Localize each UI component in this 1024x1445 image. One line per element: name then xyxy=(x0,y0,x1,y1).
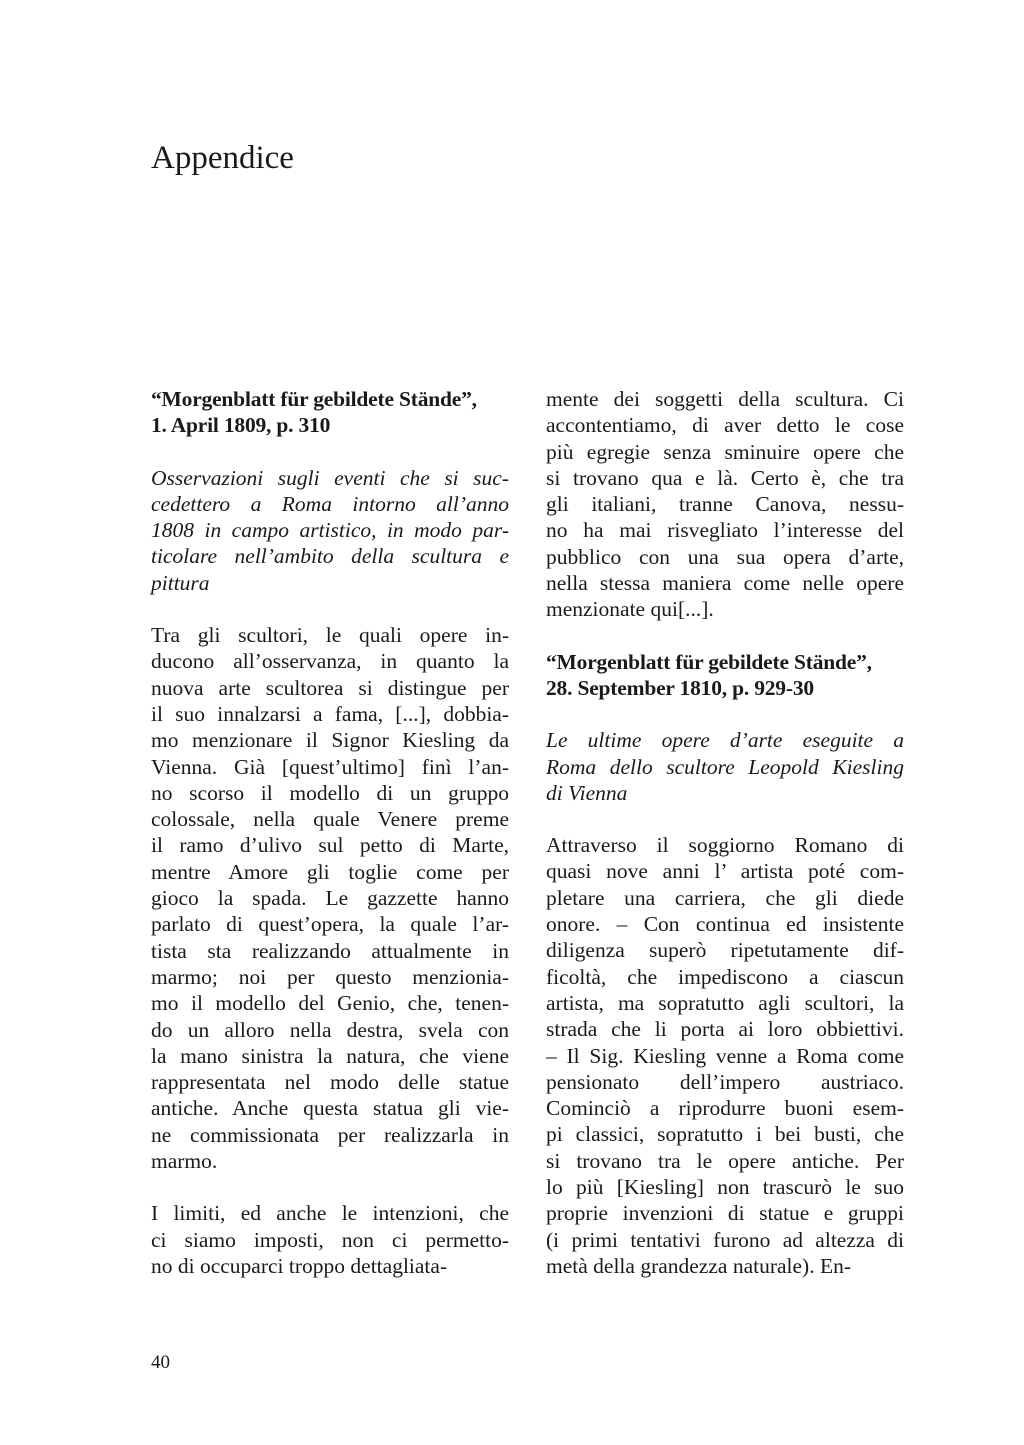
text-line: la mano sinistra la natura, che viene xyxy=(151,1043,509,1068)
text-line: 1808 in campo artistico, in modo par- xyxy=(151,518,509,543)
text-line: metà della grandezza naturale). En- xyxy=(546,1253,851,1278)
text-line: I limiti, ed anche le intenzioni, che xyxy=(151,1201,509,1226)
text-line: ne commissionata per realizzarla in xyxy=(151,1122,509,1147)
text-line: 1. April 1809, p. 310 xyxy=(151,413,331,438)
section-heading xyxy=(151,386,509,439)
text-line: pletare una carriera, che gli diede xyxy=(546,885,904,910)
text-line: più egregie senza sminuire opere che xyxy=(546,439,904,464)
section-subtitle xyxy=(151,465,509,596)
text-line: menzionate qui[...]. xyxy=(546,597,714,622)
text-line: cedettero a Roma intorno all’anno xyxy=(151,491,509,516)
text-line: proprie invenzioni di statue e gruppi xyxy=(546,1201,904,1226)
text-line: pi classici, sopratutto i bei busti, che xyxy=(546,1122,904,1147)
text-line: Roma dello scultore Leopold Kiesling xyxy=(546,754,904,779)
text-line: (i primi tentativi furono ad altezza di xyxy=(546,1227,904,1252)
text-line: mo il modello del Genio, che, tenen- xyxy=(151,991,509,1016)
text-line: quasi nove anni l’ artista poté com- xyxy=(546,859,904,884)
text-line: Le ultime opere d’arte eseguite a xyxy=(546,728,904,753)
text-line: nella stessa maniera come nelle opere xyxy=(546,571,904,596)
text-line: pubblico con una sua opera d’arte, xyxy=(546,544,904,569)
text-line: pittura xyxy=(151,570,210,595)
text-line: 28. September 1810, p. 929-30 xyxy=(546,675,814,700)
body-paragraph xyxy=(546,832,904,1279)
text-line: “Morgenblatt für gebildete Stände”, xyxy=(151,387,477,411)
text-line: ci siamo imposti, non ci permetto- xyxy=(151,1227,509,1252)
text-line: lo più [Kiesling] non trascurò le suo xyxy=(546,1175,904,1200)
left-column xyxy=(151,386,509,1279)
text-line: onore. – Con continua ed insistente xyxy=(546,912,904,937)
body-paragraph xyxy=(151,622,509,1174)
section-subtitle xyxy=(546,727,904,806)
text-line: gli italiani, tranne Canova, nessu- xyxy=(546,492,904,517)
text-line: “Morgenblatt für gebildete Stände”, xyxy=(546,649,872,674)
text-line: no ha mai risvegliato l’interesse del xyxy=(546,518,904,543)
body-paragraph xyxy=(546,386,904,623)
text-line: si trovano tra le opere antiche. Per xyxy=(546,1148,904,1173)
text-line: mo menzionare il Signor Kiesling da xyxy=(151,728,509,753)
text-line: colossale, nella quale Venere preme xyxy=(151,807,509,832)
text-line: do un alloro nella destra, svela con xyxy=(151,1017,509,1042)
text-line: si trovano qua e là. Certo è, che tra xyxy=(546,465,904,490)
right-column xyxy=(546,386,904,1279)
body-paragraph xyxy=(151,1200,509,1279)
text-line: artista, ma sopratutto agli scultori, la xyxy=(546,990,904,1015)
section-heading xyxy=(546,649,904,702)
text-line: Tra gli scultori, le quali opere in- xyxy=(151,623,509,648)
text-line: ducono all’osservanza, in quanto la xyxy=(151,649,509,674)
text-line: mentre Amore gli toglie come per xyxy=(151,859,509,884)
text-line: antiche. Anche questa statua gli vie- xyxy=(151,1096,509,1121)
text-line: no di occuparci troppo dettagliata- xyxy=(151,1253,448,1278)
chapter-title: Appendice xyxy=(151,140,294,176)
text-line: Vienna. Già [quest’ultimo] finì l’an- xyxy=(151,754,509,779)
text-line: Cominciò a riprodurre buoni esem- xyxy=(546,1096,904,1121)
text-line: ficoltà, che impediscono a ciascun xyxy=(546,964,904,989)
text-line: accontentiamo, di aver detto le cose xyxy=(546,413,904,438)
text-line: marmo. xyxy=(151,1149,218,1174)
text-line: il suo innalzarsi a fama, [...], dobbia- xyxy=(151,701,509,726)
text-line: – Il Sig. Kiesling venne a Roma come xyxy=(546,1043,904,1068)
text-line: pensionato dell’impero austriaco. xyxy=(546,1069,904,1094)
text-line: marmo; noi per questo menzionia- xyxy=(151,964,509,989)
text-line: rappresentata nel modo delle statue xyxy=(151,1070,509,1095)
text-line: no scorso il modello di un gruppo xyxy=(151,780,509,805)
text-line: il ramo d’ulivo sul petto di Marte, xyxy=(151,833,509,858)
text-line: strada che li porta ai loro obbiettivi. xyxy=(546,1017,904,1042)
text-line: parlato di quest’opera, la quale l’ar- xyxy=(151,912,509,937)
text-line: ticolare nell’ambito della scultura e xyxy=(151,544,509,569)
text-line: diligenza superò ripetutamente dif- xyxy=(546,938,904,963)
text-line: Attraverso il soggiorno Romano di xyxy=(546,833,904,858)
text-line: gioco la spada. Le gazzette hanno xyxy=(151,886,509,911)
text-line: di Vienna xyxy=(546,780,628,805)
text-line: mente dei soggetti della scultura. Ci xyxy=(546,387,904,411)
text-line: tista sta realizzando attualmente in xyxy=(151,938,509,963)
text-line: Osservazioni sugli eventi che si suc- xyxy=(151,465,509,490)
page-number: 40 xyxy=(151,1352,170,1373)
text-line: nuova arte scultorea si distingue per xyxy=(151,675,509,700)
